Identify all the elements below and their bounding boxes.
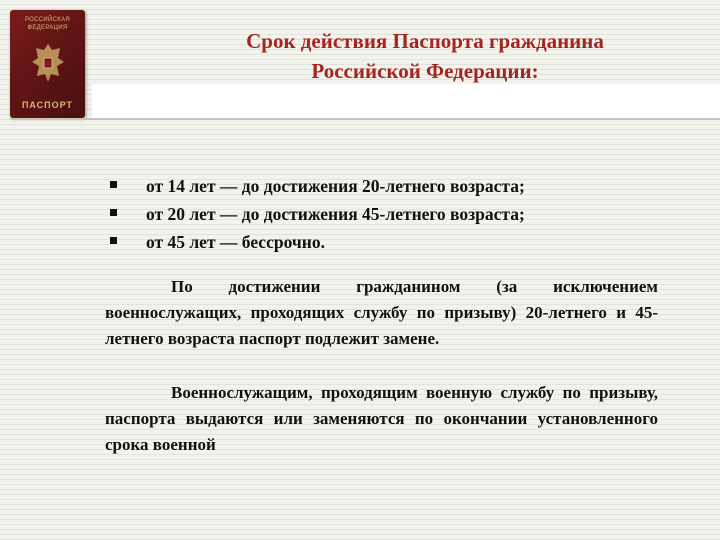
- replacement-paragraph: [105, 274, 658, 352]
- header-bar: [92, 84, 720, 119]
- list-item: [110, 228, 670, 256]
- bullet-square-icon: [110, 237, 117, 244]
- military-paragraph: [105, 380, 658, 458]
- list-item: [110, 200, 670, 228]
- bullet-square-icon: [110, 181, 117, 188]
- passport-country-text: РОССИЙСКАЯ ФЕДЕРАЦИЯ: [25, 17, 70, 31]
- paragraph-text: Военнослужащим, проходящим военную службу по призыву, паспорта выдаются или заменяются по окончании установленного срока военной: [105, 383, 658, 454]
- passport-label: ПАСПОРТ: [21, 100, 74, 110]
- list-item-text: от 45 лет — бессрочно.: [146, 232, 325, 252]
- bullet-square-icon: [110, 209, 117, 216]
- passport-image: [10, 10, 85, 118]
- coat-of-arms-icon: [29, 40, 67, 86]
- list-item: [110, 172, 670, 200]
- paragraph-text: По достижении гражданином (за исключением военнослужащих, проходящих службу по призыву) 20-летнего и 45-летнего возраста паспорт подлежит замене.: [105, 277, 658, 348]
- header-divider: [10, 118, 720, 120]
- title-line-2: Российской Федерации:: [311, 59, 539, 83]
- list-item-text: от 14 лет — до достижения 20-летнего возраста;: [146, 176, 525, 196]
- list-item-text: от 20 лет — до достижения 45-летнего возраста;: [146, 204, 525, 224]
- slide-title: [190, 26, 660, 86]
- title-line-1: Срок действия Паспорта гражданина: [246, 29, 604, 53]
- validity-list: [110, 172, 670, 256]
